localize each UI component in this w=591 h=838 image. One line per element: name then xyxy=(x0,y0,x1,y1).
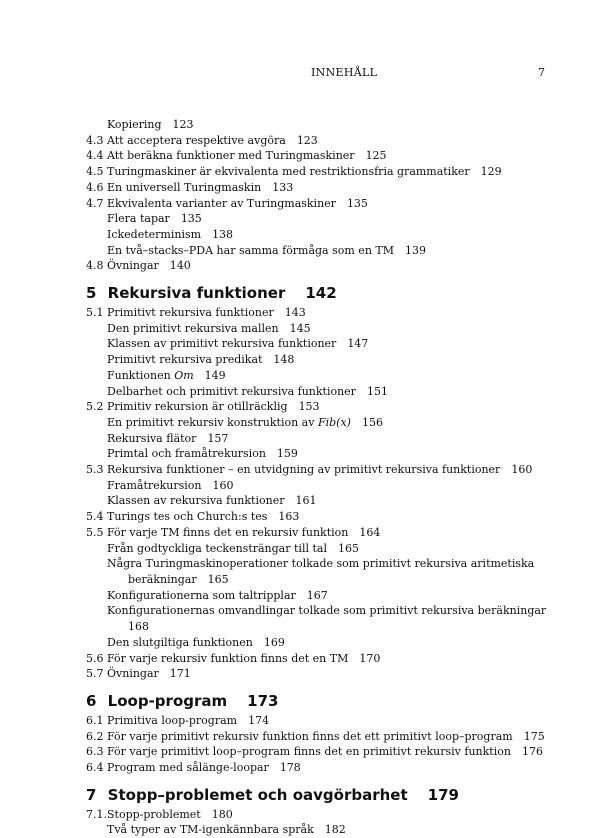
section-number: 6.3 xyxy=(86,745,104,759)
entry-page: 163 xyxy=(278,510,300,524)
toc-section-entry[interactable] xyxy=(86,258,556,274)
toc-section-entry[interactable] xyxy=(86,807,556,823)
header-title: INNEHÅLL xyxy=(311,66,378,79)
toc-subsection-entry[interactable] xyxy=(86,368,556,384)
section-number: 6.2 xyxy=(86,729,104,743)
entry-title: Ickedeterminism xyxy=(107,227,202,241)
entry-page: 170 xyxy=(359,651,381,665)
toc-section-entry[interactable] xyxy=(86,651,556,667)
entry-title: För varje primitivt rekursiv funktion finns det ett primitivt loop–program xyxy=(107,729,513,743)
entry-title-italic: Fib xyxy=(317,415,337,429)
entry-title-continued: beräkningar xyxy=(128,572,197,586)
entry-page: 139 xyxy=(405,243,426,257)
entry-title: Klassen av rekursiva funktioner xyxy=(107,494,285,508)
entry-page: 168 xyxy=(128,620,149,634)
section-number: 5.5 xyxy=(86,525,104,539)
chapter-page: 173 xyxy=(247,691,279,710)
toc-section-chapter7 xyxy=(86,807,556,838)
toc-subsection-entry[interactable] xyxy=(86,541,556,557)
entry-title: Två typer av TM-igenkännbara språk xyxy=(107,823,314,837)
section-number: 6.1 xyxy=(86,713,104,727)
toc-section-entry[interactable] xyxy=(86,148,556,164)
toc-subsection-entry[interactable] xyxy=(86,117,556,133)
entry-title: Funktionen xyxy=(107,368,171,382)
entry-title: Turings tes och Church:s tes xyxy=(107,510,268,524)
toc-section-entry[interactable] xyxy=(86,744,556,760)
section-number: 6.4 xyxy=(86,761,104,775)
toc-subsection-entry[interactable] xyxy=(86,446,556,462)
entry-title-suffix: (x) xyxy=(336,415,351,429)
toc-section-entry[interactable] xyxy=(86,666,556,682)
toc-section-entry[interactable] xyxy=(86,180,556,196)
entry-page: 180 xyxy=(211,807,233,821)
entry-page: 178 xyxy=(279,761,301,775)
entry-page: 165 xyxy=(207,572,229,586)
entry-page: 123 xyxy=(172,118,194,131)
entry-title: Övningar xyxy=(107,667,159,681)
toc-subsection-entry[interactable] xyxy=(86,635,556,651)
toc-section-entry[interactable] xyxy=(86,305,556,321)
section-number: 4.5 xyxy=(86,165,104,179)
header-page-number: 7 xyxy=(538,66,545,79)
entry-page: 145 xyxy=(289,321,311,335)
toc-subsection-entry[interactable] xyxy=(86,415,556,431)
section-number: 5.7 xyxy=(86,667,104,681)
entry-title: En primitivt rekursiv konstruktion av xyxy=(107,415,315,429)
toc-section-entry[interactable] xyxy=(86,133,556,149)
toc-section-entry[interactable] xyxy=(86,713,556,729)
section-number: 5.4 xyxy=(86,510,104,524)
entry-page: 151 xyxy=(366,384,388,398)
entry-title: Övningar xyxy=(107,259,159,273)
entry-page: 160 xyxy=(511,463,533,477)
toc-section-entry[interactable] xyxy=(86,525,556,541)
chapter-title: Loop-program xyxy=(107,691,228,710)
section-number: 4.6 xyxy=(86,180,104,194)
chapter-heading-6[interactable] xyxy=(86,691,556,711)
section-number: 7.1. xyxy=(86,807,107,821)
entry-page: 171 xyxy=(169,667,191,681)
entry-title: Turingmaskiner är ekvivalenta med restriktionsfria grammatiker xyxy=(107,165,470,179)
entry-page: 157 xyxy=(207,431,229,445)
entry-page: 138 xyxy=(212,227,234,241)
toc-section-entry[interactable] xyxy=(86,760,556,776)
entry-title: Den primitivt rekursiva mallen xyxy=(107,321,279,335)
entry-title: För varje TM finns det en rekursiv funktion xyxy=(107,525,349,539)
toc-subsection-entry[interactable] xyxy=(86,603,556,619)
chapter-heading-5[interactable] xyxy=(86,283,556,303)
toc-section-entry[interactable] xyxy=(86,729,556,745)
entry-page: 148 xyxy=(273,353,295,367)
toc-subsection-entry[interactable] xyxy=(86,227,556,243)
toc-section-entry[interactable] xyxy=(86,509,556,525)
entry-page: 169 xyxy=(263,635,285,649)
chapter-number: 6 xyxy=(86,691,97,710)
section-number: 4.3 xyxy=(86,133,104,147)
entry-title: Konfigurationerna som taltripplar xyxy=(107,588,296,602)
toc-subsection-entry[interactable] xyxy=(86,588,556,604)
section-number: 4.8 xyxy=(86,259,104,273)
entry-page: 167 xyxy=(306,588,328,602)
entry-title: Flera tapar xyxy=(107,212,170,226)
entry-title: För varje primitivt loop–program finns det en primitivt rekursiv funktion xyxy=(107,745,511,759)
entry-page: 156 xyxy=(361,415,383,429)
entry-page: 175 xyxy=(523,729,545,743)
entry-title: Primitiva loop-program xyxy=(107,713,238,727)
toc-section-entry[interactable] xyxy=(86,196,556,212)
entry-title: Rekursiva funktioner – en utvidgning av primitivt rekursiva funktioner xyxy=(107,463,501,477)
toc-subsection-entry[interactable] xyxy=(86,384,556,400)
entry-title: Några Turingmaskinoperationer tolkade som primitivt rekursiva aritmetiska xyxy=(107,557,535,571)
toc-subsection-entry[interactable] xyxy=(86,478,556,494)
section-number: 4.7 xyxy=(86,196,104,210)
entry-page: 129 xyxy=(480,165,502,179)
entry-title: Primitivt rekursiva funktioner xyxy=(107,306,274,320)
entry-title: Stopp-problemet xyxy=(107,807,201,821)
toc-subsection-entry[interactable] xyxy=(86,336,556,352)
entry-page: 140 xyxy=(169,259,191,273)
toc-subsection-entry[interactable] xyxy=(86,431,556,447)
toc-subsection-entry[interactable] xyxy=(86,493,556,509)
entry-page: 165 xyxy=(337,541,359,555)
entry-page: 135 xyxy=(180,212,202,226)
entry-title: En två–stacks–PDA har samma förmåga som en TM xyxy=(107,243,394,257)
section-number: 4.4 xyxy=(86,149,104,163)
toc-section-chapter5 xyxy=(86,305,556,682)
toc-entry-continuation[interactable] xyxy=(86,619,556,635)
table-of-contents xyxy=(86,117,556,838)
entry-page: 161 xyxy=(295,494,317,508)
entry-title: Den slutgiltiga funktionen xyxy=(107,635,253,649)
entry-title: Primitiv rekursion är otillräcklig xyxy=(107,400,288,414)
entry-page: 133 xyxy=(272,180,294,194)
toc-section-chapter6 xyxy=(86,713,556,776)
toc-subsection-entry[interactable] xyxy=(86,352,556,368)
entry-page: 143 xyxy=(284,306,306,320)
entry-page: 164 xyxy=(359,525,381,539)
entry-page: 135 xyxy=(346,196,368,210)
section-number: 5.3 xyxy=(86,463,104,477)
entry-page: 160 xyxy=(212,478,234,492)
entry-page: 176 xyxy=(521,745,543,759)
entry-page: 182 xyxy=(324,823,346,837)
section-number: 5.1 xyxy=(86,306,104,320)
entry-title: Konfigurationernas omvandlingar tolkade som primitivt rekursiva beräkningar xyxy=(107,604,547,618)
entry-page: 149 xyxy=(204,368,226,382)
entry-title: Program med sålänge-loopar xyxy=(107,761,269,775)
toc-subsection-entry[interactable] xyxy=(86,556,556,572)
entry-page: 153 xyxy=(298,400,320,414)
chapter-page: 142 xyxy=(305,284,337,303)
entry-title-italic: Om xyxy=(174,368,194,382)
toc-subsection-entry[interactable] xyxy=(86,321,556,337)
toc-section-chapter4-tail xyxy=(86,117,556,274)
entry-page: 159 xyxy=(276,447,298,461)
entry-title: Rekursiva flätor xyxy=(107,431,197,445)
entry-title: Primtal och framåtrekursion xyxy=(107,447,266,461)
entry-title: Att acceptera respektive avgöra xyxy=(107,133,286,147)
toc-subsection-entry[interactable] xyxy=(86,211,556,227)
chapter-title: Stopp–problemet och oavgörbarhet xyxy=(107,785,408,804)
entry-title: Framåtrekursion xyxy=(107,478,202,492)
chapter-title: Rekursiva funktioner xyxy=(107,284,286,303)
entry-page: 125 xyxy=(365,149,387,163)
toc-section-entry[interactable] xyxy=(86,399,556,415)
entry-page: 174 xyxy=(248,713,270,727)
chapter-heading-7[interactable] xyxy=(86,785,556,805)
toc-section-entry[interactable] xyxy=(86,164,556,180)
entry-title: Primitivt rekursiva predikat xyxy=(107,353,263,367)
chapter-page: 179 xyxy=(427,785,459,804)
entry-title: Klassen av primitivt rekursiva funktioner xyxy=(107,337,337,351)
chapter-number: 5 xyxy=(86,284,97,303)
entry-title: Att beräkna funktioner med Turingmaskiner xyxy=(107,149,355,163)
section-number: 5.2 xyxy=(86,400,104,414)
entry-title: Kopiering xyxy=(107,118,162,131)
entry-page: 147 xyxy=(347,337,369,351)
entry-page: 123 xyxy=(296,133,318,147)
entry-title: Ekvivalenta varianter av Turingmaskiner xyxy=(107,196,336,210)
entry-title: En universell Turingmaskin xyxy=(107,180,262,194)
section-number: 5.6 xyxy=(86,651,104,665)
entry-title: För varje rekursiv funktion finns det en TM xyxy=(107,651,349,665)
toc-section-entry[interactable] xyxy=(86,462,556,478)
toc-entry-continuation[interactable] xyxy=(86,572,556,588)
entry-title: Från godtyckliga teckensträngar till tal xyxy=(107,541,327,555)
entry-title: Delbarhet och primitivt rekursiva funktioner xyxy=(107,384,356,398)
toc-subsection-entry[interactable] xyxy=(86,243,556,259)
chapter-number: 7 xyxy=(86,785,97,804)
